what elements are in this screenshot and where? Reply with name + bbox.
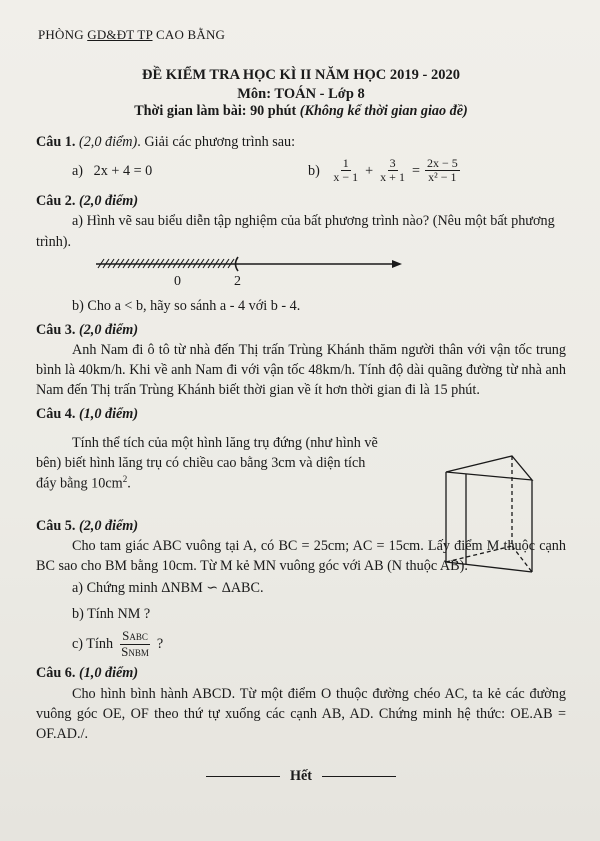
question-5-text: Cho tam giác ABC vuông tại A, có BC = 25cm; AC = 15cm. Lấy điểm M thuộc cạnh BC sao cho BM bằng 10cm. Từ M kẻ MN vuông góc với AB (N thuộc AB). [36,537,566,575]
footer-line-left [206,776,280,777]
area-ratio: $\frac{\text{SABC}}{\text{SNBM}}$ [121,627,149,659]
fraction-1: $\frac{1}{x - 1}$ [333,155,359,185]
exam-subject: Môn: TOÁN - Lớp 8 [237,85,365,102]
number-line-figure [92,252,422,292]
question-1a: a) 2x + 4 = 0 [72,162,153,179]
question-2a: a) Hình vẽ sau biểu diễn tập nghiệm của bất phương trình nào? (Nêu một bất phương trình). [36,213,555,250]
exam-header [36,66,566,120]
question-1-parts [36,157,566,186]
question-4-header: Câu 4. (1,0 điểm) [36,406,139,423]
question-2b: b) Cho a < b, hãy so sánh a - 4 với b - 4. [72,297,301,314]
footer [36,766,566,786]
question-2-header: Câu 2. (2,0 điểm) [36,193,139,210]
number-line [92,252,422,292]
exam-title: ĐỀ KIỂM TRA HỌC KÌ II NĂM HỌC 2019 - 2020 [142,67,460,84]
exam-time: Thời gian làm bài: 90 phút (Không kể thời gian giao đề) [134,102,468,119]
tick-label-2: 2 [234,273,241,289]
question-4-text: Tính thể tích của một hình lăng trụ đứng (như hình vẽ bên) biết hình lăng trụ có chiều cao bằng 3cm và diện tích đáy bằng $10cm^2$. [36,434,378,492]
organization: PHÒNG GD&ĐT TP CAO BẰNG [38,27,226,42]
question-5b: b) Tính NM ? [72,606,151,623]
fraction-2: $\frac{3}{x + 1}$ [380,155,405,185]
footer-line-right [322,776,396,777]
question-1b: b) $\frac{1}{x - 1}$ + $\frac{3}{x + 1}$ = $\frac{2x - 5}{\text{x² − 1}}$ [308,155,458,185]
question-5-header: Câu 5. (2,0 điểm) [36,517,139,534]
question-6-header: Câu 6. (1,0 điểm) [36,665,139,682]
question-1-header: Câu 1. (2,0 điểm). Giải các phương trình sau: [36,134,296,151]
question-3-text: Anh Nam đi ô tô từ nhà đến Thị trấn Trùng Khánh thăm người thân với vận tốc trung bình là 40km/h. Khi về anh Nam đi với vận tốc 48km/h. Tính độ dài quãng đường từ nhà anh Nam đến Thị trấn Trùng Khánh biết thời gian về ít hơn thời gian đi là 15 phút. [36,341,566,399]
question-6 [36,663,566,744]
question-2 [36,191,566,316]
end-mark: Hết [289,768,313,785]
fraction-3: $\frac{2x - 5}{\text{x² − 1}}$ [426,155,458,185]
question-1 [36,132,566,185]
question-5c: c) Tính $\frac{\text{SABC}}{\text{SNBM}}$ ? [72,627,164,659]
prism-figure [440,450,540,580]
question-3-header: Câu 3. (2,0 điểm) [36,321,139,338]
tick-label-0: 0 [174,273,181,289]
question-5a: a) Chứng minh ΔNBM ∽ ΔABC. [72,580,264,597]
question-3 [36,320,566,401]
question-6-text: Cho hình bình hành ABCD. Từ một điểm O thuộc đường chéo AC, ta kẻ các đường vuông góc OE, OF theo thứ tự xuống các cạnh AB, AD. Chứng minh hệ thức: OE.AB = OF.AD./. [36,685,566,742]
